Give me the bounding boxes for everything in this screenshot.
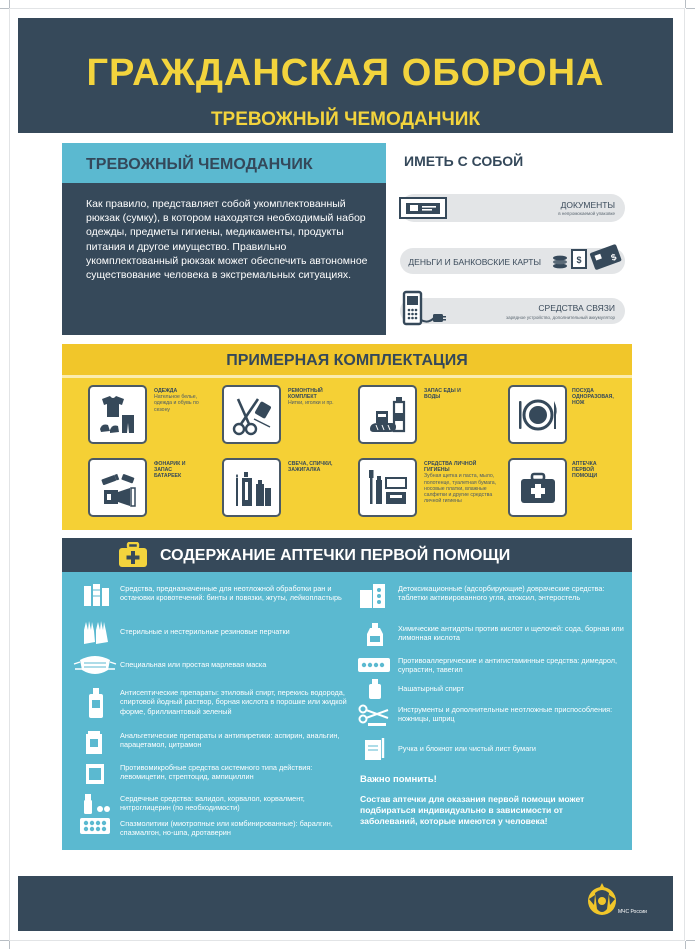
- kit-item-name: СРЕДСТВА ЛИЧНОЙ ГИГИЕНЫ: [424, 461, 477, 474]
- phone-icon: [402, 290, 448, 328]
- aid-item: Спазмолитики (миотропные или комбинированные): баралгин, спазмалгон, но-шпа, дротаверин: [120, 819, 333, 838]
- kit-tile-hygiene: [358, 458, 417, 517]
- intro-body-box: [62, 183, 386, 335]
- aid-item: Антисептические препараты: этиловый спирт, перекись водорода, спиртовой йодный раствор, борная кислота в порошке или жидкой форме, бриллиантовый зеленый: [120, 688, 347, 716]
- intro-heading: ТРЕВОЖНЫЙ ЧЕМОДАНЧИК: [86, 156, 313, 173]
- kit-band: [62, 344, 632, 375]
- carry-label: СРЕДСТВА СВЯЗИ: [538, 303, 615, 313]
- bandage-icon: [82, 582, 110, 610]
- blister-pack-icon: [78, 816, 112, 836]
- aid-item: Химические антидоты против кислот и щелочей: сода, борная или лимонная кислота: [398, 624, 624, 643]
- aid-item: Детоксикационные (адсорбирующие) довраческие средства: таблетки активированного угля, атоксил, энтеростель: [398, 584, 605, 603]
- kit-item-note: Зубная щетка и паста, мыло, полотенце, туалетная бумага, носовые платки, влажные салфетки и другие средства личной гигиены: [424, 473, 497, 505]
- kit-tile-clothes: [88, 385, 147, 444]
- antimicrobial-icon: [82, 762, 108, 786]
- ammonia-bottle-icon: [366, 678, 384, 700]
- pills-box-icon: [82, 730, 108, 756]
- antihistamine-icon: [356, 656, 392, 674]
- candle-icon: [230, 466, 274, 510]
- kit-tile-candle: [222, 458, 281, 517]
- hygiene-icon: [366, 466, 410, 510]
- svg-text:$: $: [609, 251, 618, 263]
- carry-title: ИМЕТЬ С СОБОЙ: [404, 153, 524, 169]
- antidote-bottle-icon: [364, 622, 386, 648]
- kit-item-name: ОДЕЖДА: [154, 388, 178, 394]
- crop-mark: [0, 8, 9, 9]
- poster-footer: [18, 876, 673, 931]
- money-icon: [548, 240, 628, 276]
- kit-title: ПРИМЕРНАЯ КОМПЛЕКТАЦИЯ: [226, 352, 468, 369]
- kit-tile-dishes: [508, 385, 567, 444]
- first-aid-section: [62, 538, 632, 850]
- kit-label: [424, 388, 470, 400]
- aid-item: Специальная или простая марлевая маска: [120, 660, 267, 669]
- kit-label: [572, 388, 624, 407]
- poster-header: [18, 18, 673, 133]
- carry-label: ДЕНЬГИ И БАНКОВСКИЕ КАРТЫ: [408, 257, 541, 267]
- carry-note: зарядное устройство, дополнительный аккумулятор: [506, 315, 615, 320]
- aid-item: Инструменты и дополнительные неотложные приспособления: ножницы, шприц: [398, 705, 613, 724]
- carry-label: ДОКУМЕНТЫ: [560, 200, 615, 210]
- svg-text:$: $: [576, 255, 582, 265]
- remember-text: Состав аптечки для оказания первой помощи может подбираться индивидуально в зависимости от заболеваний, которые имеются у человека!: [360, 794, 585, 826]
- first-aid-kit-icon: [118, 542, 148, 568]
- kit-label: [154, 461, 200, 480]
- kit-item-name: ЗАПАС ЕДЫ И ВОДЫ: [424, 388, 461, 401]
- org-name: МЧС России: [618, 909, 647, 915]
- aid-item: Ручка и блокнот или чистый лист бумаги: [398, 744, 536, 753]
- aid-item: Анальгетические препараты и антипиретики: аспирин, анальгин, парацетамол, цитрамон: [120, 731, 340, 750]
- kit-label: [572, 461, 618, 480]
- remember-note: [360, 774, 620, 827]
- adsorbent-icon: [358, 582, 388, 610]
- food-water-icon: [366, 393, 410, 437]
- kit-label: [154, 388, 200, 413]
- kit-item-name: ПОСУДА ОДНОРАЗОВАЯ, НОЖ: [572, 388, 614, 407]
- sewing-kit-icon: [230, 393, 274, 437]
- aid-item: Противоаллергические и антигистаминные средства: димедрол, супрастин, тавегил: [398, 656, 618, 675]
- kit-item-note: Нательное белье, одежда и обувь по сезону: [154, 394, 199, 413]
- aid-item: Сердечные средства: валидол, корвалол, корвалмент, нитроглицерин (по необходимости): [120, 794, 305, 813]
- intro-text: Как правило, представляет собой укомплектованный рюкзак (сумку), в котором находятся необходимый набор одежды, предметы гигиены, медикаменты, продукты питания и другое имущество. Правильно укомплектованный рюкзак может обеспечить автономное существование человека в экстремальных ситуациях.: [86, 198, 368, 282]
- carry-item-documents: [400, 194, 625, 222]
- carry-item-communication: [400, 298, 625, 324]
- aid-item: Нашатырный спирт: [398, 684, 465, 693]
- kit-tile-first-aid: [508, 458, 567, 517]
- kit-item-note: Нитки, иголки и пр.: [288, 400, 334, 407]
- crop-mark: [685, 941, 686, 949]
- emercom-emblem-icon: [585, 879, 619, 923]
- antiseptic-bottle-icon: [86, 686, 106, 720]
- crop-mark: [686, 8, 695, 9]
- scissors-syringe-icon: [358, 702, 392, 728]
- kit-item-name: ФОНАРИК И ЗАПАС БАТАРЕЕК: [154, 461, 186, 480]
- aid-item: Стерильные и нестерильные резиновые перчатки: [120, 627, 290, 636]
- crop-mark: [686, 940, 695, 941]
- gloves-icon: [82, 618, 110, 646]
- poster-title: ГРАЖДАНСКАЯ ОБОРОНА: [86, 52, 605, 94]
- aid-item: Средства, предназначенные для неотложной обработки ран и остановки кровотечений: бинты и повязки, жгуты, лейкопластырь: [120, 584, 342, 603]
- kit-item-name: СВЕЧА, СПИЧКИ, ЗАЖИГАЛКА: [288, 461, 333, 474]
- kit-label: [288, 461, 334, 473]
- first-aid-title: СОДЕРЖАНИЕ АПТЕЧКИ ПЕРВОЙ ПОМОЩИ: [160, 547, 511, 564]
- crop-mark: [9, 941, 10, 949]
- kit-label: [424, 461, 500, 504]
- poster-subtitle: ТРЕВОЖНЫЙ ЧЕМОДАНЧИК: [210, 109, 481, 130]
- document-icon: [398, 194, 450, 222]
- heart-drops-icon: [82, 792, 112, 816]
- kit-item-name: РЕМОНТНЫЙ КОМПЛЕКТ: [288, 388, 323, 401]
- kit-section: [62, 344, 632, 530]
- first-aid-band: [62, 538, 632, 572]
- intro-heading-box: [62, 143, 386, 183]
- crop-mark: [685, 0, 686, 8]
- kit-item-name: АПТЕЧКА ПЕРВОЙ ПОМОЩИ: [572, 461, 598, 480]
- flashlight-icon: [96, 466, 140, 510]
- kit-tile-food: [358, 385, 417, 444]
- mask-icon: [72, 654, 118, 676]
- kit-divider: [62, 375, 632, 378]
- clothes-icon: [96, 393, 140, 437]
- aid-item: Противомикробные средства системного типа действия: левомицетин, стрептоцид, ампициллин: [120, 763, 313, 782]
- notebook-pen-icon: [362, 736, 388, 762]
- carry-note: в непромокаемой упаковке: [558, 211, 615, 216]
- first-aid-kit-icon: [516, 466, 560, 510]
- kit-label: [288, 388, 334, 407]
- crop-mark: [0, 940, 9, 941]
- dishes-icon: [516, 393, 560, 437]
- remember-title: Важно помнить!: [360, 774, 437, 785]
- carry-item-money: [400, 248, 625, 274]
- crop-mark: [9, 0, 10, 8]
- kit-tile-repair: [222, 385, 281, 444]
- kit-tile-flashlight: [88, 458, 147, 517]
